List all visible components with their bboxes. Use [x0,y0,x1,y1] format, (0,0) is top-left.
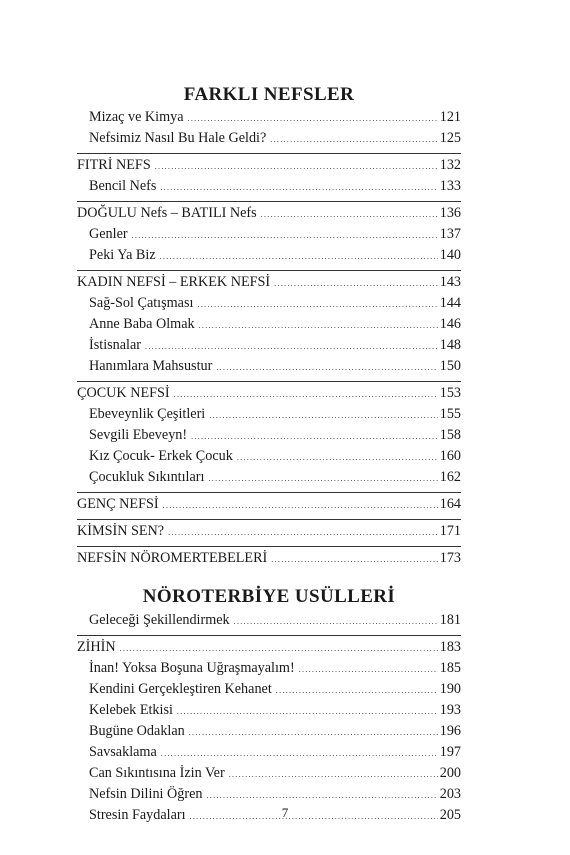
toc-entry-title: Ebeveynlik Çeşitleri [89,406,206,422]
toc-entry[interactable] [77,548,461,569]
toc-page-number: 144 [439,295,461,311]
toc-subentry[interactable] [77,721,461,742]
toc-subentry[interactable] [77,176,461,197]
dot-leader [189,722,438,743]
toc-subentry[interactable] [77,425,461,446]
toc-group [77,201,461,266]
toc-page-number: 197 [439,744,461,760]
toc-page-number: 171 [439,523,461,539]
dot-leader [191,426,438,447]
toc-page-number: 133 [439,178,461,194]
toc-entry-title: Peki Ya Biz [89,247,156,263]
toc-page-number: 190 [439,681,461,697]
toc-entry-title: KADIN NEFSİ – ERKEK NEFSİ [77,274,271,290]
toc-entry-title: Çocukluk Sıkıntıları [89,469,205,485]
dot-leader [209,405,437,426]
dot-leader [208,468,437,489]
toc-subentry[interactable] [77,404,461,425]
table-of-contents [77,84,461,826]
toc-page-number: 181 [439,612,461,628]
toc-subentry[interactable] [77,128,461,149]
toc-entry-title: Sevgili Ebeveyn! [89,427,188,443]
toc-page-number: 143 [439,274,461,290]
toc-entry-title: Kız Çocuk- Erkek Çocuk [89,448,233,464]
toc-page-number: 137 [439,226,461,242]
toc-subentry[interactable] [77,784,461,805]
dot-leader [206,785,437,806]
toc-page-number: 200 [439,765,461,781]
toc-page-number: 160 [439,448,461,464]
dot-leader [132,225,438,246]
toc-entry-title: Sağ-Sol Çatışması [89,295,194,311]
toc-group [77,381,461,488]
dot-leader [237,447,438,468]
toc-subentry[interactable] [77,763,461,784]
toc-entry[interactable] [77,494,461,515]
toc-entry-title: Nefsin Dilini Öğren [89,786,203,802]
toc-entry-title: KİMSİN SEN? [77,523,165,539]
toc-subentry[interactable] [77,446,461,467]
toc-entry[interactable] [77,521,461,542]
toc-page-number: 203 [439,786,461,802]
toc-group [77,107,461,149]
dot-leader [155,156,438,177]
toc-entry-title: Mizaç ve Kimya [89,109,184,125]
toc-subentry[interactable] [77,293,461,314]
toc-entry-title: Stresin Faydaları [89,807,186,823]
toc-subentry[interactable] [77,610,461,631]
toc-entry-title: ÇOCUK NEFSİ [77,385,170,401]
toc-entry[interactable] [77,383,461,404]
dot-leader [276,680,438,701]
toc-entry-title: İnan! Yoksa Boşuna Uğraşmayalım! [89,660,295,676]
toc-group [77,610,461,631]
toc-subentry[interactable] [77,356,461,377]
toc-entry-title: Genler [89,226,128,242]
toc-entry-title: Hanımlara Mahsustur [89,358,213,374]
toc-entry-title: GENÇ NEFSİ [77,496,159,512]
dot-leader [145,336,438,357]
dot-leader [160,246,438,267]
toc-page-number: 193 [439,702,461,718]
toc-subentry[interactable] [77,700,461,721]
toc-page-number: 121 [439,109,461,125]
toc-group [77,492,461,515]
toc-subentry[interactable] [77,335,461,356]
dot-leader [174,384,438,405]
toc-page-number: 148 [439,337,461,353]
toc-page-number: 162 [439,469,461,485]
toc-subentry[interactable] [77,658,461,679]
dot-leader [120,638,438,659]
toc-group [77,635,461,826]
dot-leader [229,764,438,785]
toc-entry-title: Bugüne Odaklan [89,723,185,739]
dot-leader [168,522,438,543]
toc-subentry[interactable] [77,742,461,763]
toc-group [77,270,461,377]
toc-entry-title: İstisnalar [89,337,142,353]
dot-leader [161,743,438,764]
dot-leader [160,177,437,198]
dot-leader [197,294,437,315]
toc-page-number: 146 [439,316,461,332]
toc-entry-title: DOĞULU Nefs – BATILI Nefs [77,205,257,221]
dot-leader [299,659,438,680]
toc-subentry[interactable] [77,679,461,700]
toc-group [77,546,461,569]
dot-leader [177,701,438,722]
toc-page-number: 150 [439,358,461,374]
toc-entry-title: Geleceği Şekillendirmek [89,612,230,628]
toc-entry[interactable] [77,637,461,658]
dot-leader [188,108,438,129]
toc-page-number: 183 [439,639,461,655]
toc-page-number: 125 [439,130,461,146]
dot-leader [216,357,437,378]
toc-page-number: 136 [439,205,461,221]
toc-group [77,519,461,542]
dot-leader [270,129,437,150]
toc-subentry[interactable] [77,224,461,245]
dot-leader [274,273,438,294]
toc-page-number: 155 [439,406,461,422]
toc-entry-title: ZİHİN [77,639,116,655]
dot-leader [163,495,438,516]
toc-entry-title: Can Sıkıntısına İzin Ver [89,765,225,781]
dot-leader [234,611,438,632]
toc-entry[interactable] [77,155,461,176]
toc-subentry[interactable] [77,107,461,128]
section-heading: FARKLI NEFSLER [183,84,355,105]
dot-leader [199,315,438,336]
section-heading: NÖROTERBİYE USÜLLERİ [142,586,396,607]
toc-entry-title: Bencil Nefs [89,178,157,194]
toc-entry-title: Anne Baba Olmak [89,316,195,332]
toc-page-number: 132 [439,157,461,173]
toc-page-number: 140 [439,247,461,263]
toc-entry-title: Kelebek Etkisi [89,702,173,718]
toc-entry-title: Nefsimiz Nasıl Bu Hale Geldi? [89,130,267,146]
toc-page-number: 196 [439,723,461,739]
toc-page-number: 185 [439,660,461,676]
toc-entry-title: Savsaklama [89,744,157,760]
toc-entry[interactable] [77,203,461,224]
toc-entry-title: FITRİ NEFS [77,157,151,173]
toc-page-number: 164 [439,496,461,512]
toc-entry[interactable] [77,272,461,293]
toc-entry-title: NEFSİN NÖROMERTEBELERİ [77,550,268,566]
toc-page-number: 158 [439,427,461,443]
toc-subentry[interactable] [77,245,461,266]
dot-leader [271,549,437,570]
toc-group [77,153,461,197]
dot-leader [261,204,438,225]
toc-page-number: 205 [439,807,461,823]
toc-page-number: 153 [439,385,461,401]
toc-subentry[interactable] [77,467,461,488]
toc-subentry[interactable] [77,314,461,335]
toc-page-number: 173 [439,550,461,566]
toc-entry-title: Kendini Gerçekleştiren Kehanet [89,681,272,697]
page-number: 7 [281,805,289,820]
